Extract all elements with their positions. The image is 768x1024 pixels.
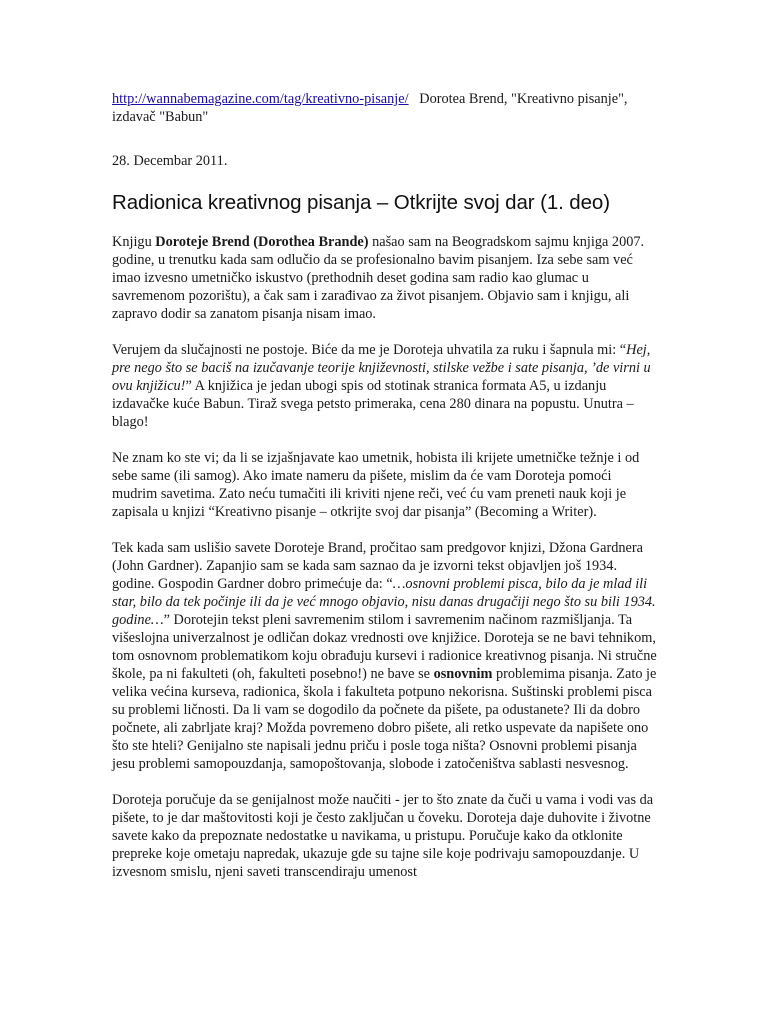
p1-text-2: našao sam na Beogradskom sajmu knjiga 2007. godine, u trenutku kada sam odlučio da se profesionalno bavim pisanjem. Iza sebe sam već imao izvesno umetničko iskustvo (prethodnih deset godina sam radio kao glumac u savremenom pozorištu), a čak sam i zarađivao za život pisanjem. Objavio sam i knjigu, ali zapravo dodir sa zanatom pisanja nisam imao. — [112, 234, 645, 322]
p2-text-1: Verujem da slučajnosti ne postoje. Biće da me je Doroteja uhvatila za ruku i šapnula mi: “ — [112, 342, 627, 358]
source-link[interactable]: http://wannabemagazine.com/tag/kreativno-pisanje/ — [112, 91, 409, 107]
source-line — [112, 90, 657, 126]
p4-text-3: problemima pisanja. Zato je velika većina kurseva, radionica, škola i fakulteta potpuno nekorisna. Suštinski problemi pisca su problemi ličnosti. Da li vam se dogodilo da počnete da pišete, pa odustanete? Ili da dobro počnete, ali zabrljate kraj? Možda povremeno dobro pišete, ali retko uspevate da napišete ono što ste hteli? Genijalno ste napisali jednu priču i posle toga ništa? Osnovni problemi pisanja jesu problemi samopouzdanja, samopoštovanja, slobode i zatočeništva sablasti nesvesnog. — [112, 666, 657, 772]
paragraph-2 — [112, 341, 657, 431]
article-date: 28. Decembar 2011. — [112, 153, 228, 169]
paragraph-4 — [112, 539, 657, 773]
p2-text-2: ” A knjižica je jedan ubogi spis od stotinak stranica formata A5, u izdanju izdavačke kuće Babun. Tiraž svega petsto primeraka, cena 280 dinara na popustu. Unutra – blago! — [112, 378, 634, 430]
paragraph-1 — [112, 233, 657, 323]
p5-text-1: Doroteja poručuje da se genijalnost može naučiti - jer to što znate da čuči u vama i vodi vas da pišete, to je dar maštovitosti koji je često zaključan u čoveku. Doroteja daje duhovite i životne savete kako da prepoznate nedostatke u navikama, u pristupu. Poručuje kako da otklonite prepreke koje ometaju napredak, ukazuje gde su tajne sile koje podrivaju samopouzdanje. U izvesnom smislu, njeni saveti transcendiraju umenost — [112, 792, 654, 880]
document-page — [112, 90, 657, 899]
p1-bold-author: Doroteje Brend (Dorothea Brande) — [155, 234, 369, 250]
p4-italic-quote: …osnovni problemi pisca, bilo da je mlad ili star, bilo da tek počinje ili da je već mnogo objavio, nisu danas drugačiji nego što su bili 1934. godine… — [112, 576, 656, 628]
paragraph-5 — [112, 791, 657, 881]
article-title: Radionica kreativnog pisanja – Otkrijte svoj dar (1. deo) — [112, 191, 610, 214]
source-text: Dorotea Brend, "Kreativno pisanje", izdavač "Babun" — [112, 91, 628, 125]
p1-text-1: Knjigu — [112, 234, 156, 250]
p3-text-1: Ne znam ko ste vi; da li se izjašnjavate kao umetnik, hobista ili krijete umetničke težnje i od sebe same (ili samog). Ako imate nameru da pišete, mislim da će vam Doroteja pomoći mudrim savetima. Zato neću tumačiti ili kriviti njene reči, već ću vam preneti nauk koji je zapisala u knjizi “Kreativno pisanje – otkrijte svoj dar pisanja” (Becoming a Writer). — [112, 450, 640, 520]
p4-text-1: Tek kada sam uslišio savete Doroteje Brand, pročitao sam predgovor knjizi, Džona Gardnera (John Gardner). Zapanjio sam se kada sam saznao da je izvorni tekst objavljen još 1934. godine. Gospodin Gardner dobro primećuje da: “ — [112, 540, 643, 592]
p2-italic-quote: Hej, pre nego što se baciš na izučavanje teorije književnosti, stilske vežbe i sate pisanja, ’de virni u ovu knjižicu! — [112, 342, 651, 394]
p4-bold-word: osnovnim — [433, 666, 493, 682]
p4-text-2: ” Dorotejin tekst pleni savremenim stilom i savremenim načinom razmišljanja. Ta višeslojna univerzalnost je odličan dokaz vrednosti ove knjižice. Doroteja se ne bavi tehnikom, tom osnovnom problematikom koju obrađuju kursevi i radionice kreativnog pisanja. Ni stručne škole, pa ni fakulteti (oh, fakulteti posebno!) ne bave se — [112, 612, 657, 682]
article-body — [112, 233, 657, 881]
paragraph-3 — [112, 449, 657, 521]
